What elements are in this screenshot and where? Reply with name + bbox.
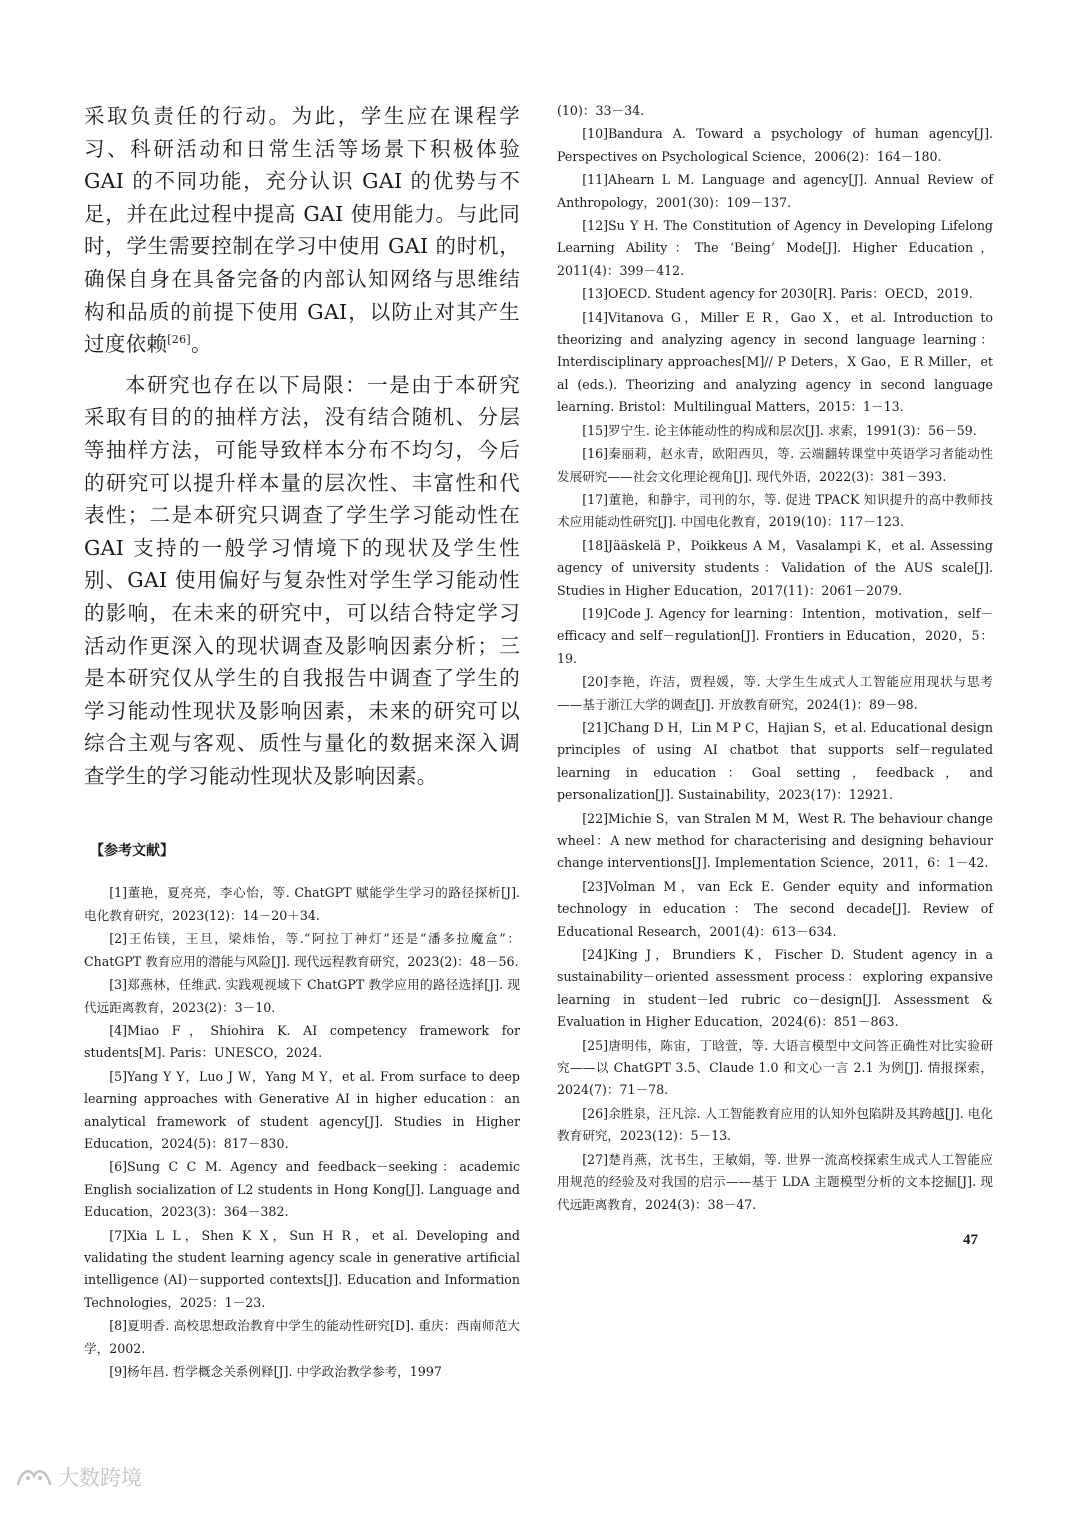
body-paragraph-2: 本研究也存在以下局限：一是由于本研究采取有目的的抽样方法，没有结合随机、分层等抽样方法，可能导致样本分布不均匀，今后的研究可以提升样本量的层次性、丰富性和代表性；二是本研究只调查了学生学习能动性在 GAI 支持的一般学习情境下的现状及学生性别、GAI 使用偏好与复杂性对学生学习能动性的影响，在未来的研究中，可以结合特定学习活动作更深入的现状调查及影响因素分析；三是本研究仅从学生的自我报告中调查了学生的学习能动性现状及影响因素，未来的研究可以综合主观与客观、质性与量化的数据来深入调查学生的学习能动性现状及影响因素。 <box>84 372 520 788</box>
reference-item: [5]Yang Y Y，Luo J W，Yang M Y，et al. From surface to deep learning approaches with Generative AI in higher education：an analytical framework of student agency[J]. Studies in Higher Education，2024(5)：817－830. <box>84 1068 520 1151</box>
citation-26[interactable]: [26] <box>167 333 191 347</box>
left-column <box>84 100 520 1384</box>
references-heading: 【参考文献】 <box>90 843 174 860</box>
reference-item: [11]Ahearn L M. Language and agency[J]. Annual Review of Anthropology，2001(30)：109－137. <box>557 172 993 210</box>
reference-item: [10]Bandura A. Toward a psychology of human agency[J]. Perspectives on Psychological Science，2006(2)：164－180. <box>557 126 993 164</box>
right-column <box>557 100 993 1217</box>
reference-item: [12]Su Y H. The Constitution of Agency in Developing Lifelong Learning Ability：The ‘Being’ Mode[J]. Higher Education，2011(4)：399－412. <box>557 218 993 278</box>
reference-item: [13]OECD. Student agency for 2030[R]. Paris：OECD，2019. <box>582 286 973 302</box>
reference-item: [3]郑燕林，任维武. 实践观视域下 ChatGPT 教学应用的路径选择[J]. 现代远距离教育，2023(2)：3－10. <box>84 977 520 1015</box>
reference-item: [21]Chang D H，Lin M P C，Hajian S，et al. Educational design principles of using AI chatbot that supports self－regulated learning in education：Goal setting，feedback，and personalization[J]. Sustainability，2023(17)：12921. <box>557 719 994 803</box>
watermark-logo-icon <box>14 1464 54 1490</box>
reference-item: [26]余胜泉，汪凡淙. 人工智能教育应用的认知外包陷阱及其跨越[J]. 电化教育研究，2023(12)：5－13. <box>557 1105 993 1144</box>
reference-item: [22]Michie S，van Stralen M M，West R. The behaviour change wheel：A new method for characterising and designing behaviour change interventions[J]. Implementation Science，2011，6：1－42. <box>557 810 993 871</box>
reference-item: [25]唐明伟，陈宙，丁晗萱，等. 大语言模型中文问答正确性对比实验研究——以 ChatGPT 3.5、Claude 1.0 和文心一言 2.1 为例[J]. 情报探索，2024(7)：71－78. <box>557 1037 993 1098</box>
reference-item: [17]董艳，和静宇，司刊的尔，等. 促进 TPACK 知识提升的高中教师技术应用能动性研究[J]. 中国电化教育，2019(10)：117－123. <box>557 491 993 530</box>
body-paragraph-1: 采取负责任的行动。为此，学生应在课程学习、科研活动和日常生活等场景下积极体验 GAI 的不同功能，充分认识 GAI 的优势与不足，并在此过程中提高 GAI 使用能力。与此同时，学生需要控制在学习中使用 GAI 的时机，确保自身在具备完备的内部认知网络与思维结构和品质的前提下使用 GAI，以防止对其产生过度依赖[26]。 <box>84 104 520 357</box>
reference-item: [14]Vitanova G，Miller E R，Gao X，et al. Introduction to theorizing and analyzing agency in second language learning：Interdisciplinary approaches[M]// P Deters，X Gao，E R Miller，et al (eds.). Theorizing and analyzing agency in second language learning. Bristol：Multilingual Matters，2015：1－13. <box>557 309 993 415</box>
reference-item: [8]夏明香. 高校思想政治教育中学生的能动性研究[D]. 重庆：西南师范大学，2002. <box>84 1318 520 1356</box>
watermark <box>14 1462 142 1492</box>
references-list-left <box>84 882 520 1383</box>
reference-item: [15]罗宁生. 论主体能动性的构成和层次[J]. 求索，1991(3)：56－59. <box>582 422 977 438</box>
reference-item: [16]秦丽莉，赵永青，欧阳西贝，等. 云端翻转课堂中英语学习者能动性发展研究——社会文化理论视角[J]. 现代外语，2022(3)：381－393. <box>557 446 993 484</box>
reference-item: [1]董艳，夏亮亮，李心怡，等. ChatGPT 赋能学生学习的路径探析[J]. 电化教育研究，2023(12)：14－20＋34. <box>84 885 520 923</box>
reference-item: [2]王佑镁，王旦，梁炜怡，等.“阿拉丁神灯”还是“潘多拉魔盒”：ChatGPT 教育应用的潜能与风险[J]. 现代远程教育研究，2023(2)：48－56. <box>84 931 520 969</box>
reference-item: [24]King J，Brundiers K，Fischer D. Student agency in a sustainability－oriented assessment process：exploring expansive learning in student－led rubric co－design[J]. Assessment & Evaluation in Higher Education，2024(6)：851－863. <box>557 947 993 1030</box>
watermark-text: 大数跨境 <box>58 1466 142 1490</box>
reference-item: [27]楚肖燕，沈书生，王敏娟，等. 世界一流高校探索生成式人工智能应用规范的经验及对我国的启示——基于 LDA 主题模型分析的文本挖掘[J]. 现代远距离教育，2024(3)：38－47. <box>557 1151 993 1212</box>
reference-item: [18]Jääskelä P，Poikkeus A M，Vasalampi K，et al. Assessing agency of university students：Validation of the AUS scale[J]. Studies in Higher Education，2017(11)：2061－2079. <box>557 537 993 598</box>
reference-item: [6]Sung C C M. Agency and feedback－seeking：academic English socialization of L2 students in Hong Kong[J]. Language and Education，2023(3)：364－382. <box>84 1159 520 1220</box>
reference-continuation: (10)：33－34. <box>557 103 645 118</box>
reference-item: [9]杨年昌. 哲学概念关系例释[J]. 中学政治教学参考，1997 <box>109 1364 442 1379</box>
reference-item: [20]李艳，许洁，贾程媛，等. 大学生生成式人工智能应用现状与思考——基于浙江大学的调查[J]. 开放教育研究，2024(1)：89－98. <box>557 674 993 712</box>
reference-item: [23]Volman M，van Eck E. Gender equity and information technology in education：The second decade[J]. Review of Educational Research，2001(4)：613－634. <box>557 878 993 939</box>
reference-item: [7]Xia L L，Shen K X，Sun H R，et al. Developing and validating the student learning agency scale in generative artificial intelligence (AI)－supported contexts[J]. Education and Information Technologies，2025：1－23. <box>84 1227 520 1310</box>
page-number: 47 <box>963 1232 978 1248</box>
reference-item: [19]Code J. Agency for learning：Intention，motivation，self－efficacy and self－regulation[J]. Frontiers in Education，2020，5：19. <box>557 605 993 666</box>
reference-item: [4]Miao F，Shiohira K. AI competency framework for students[M]. Paris：UNESCO，2024. <box>84 1022 520 1061</box>
